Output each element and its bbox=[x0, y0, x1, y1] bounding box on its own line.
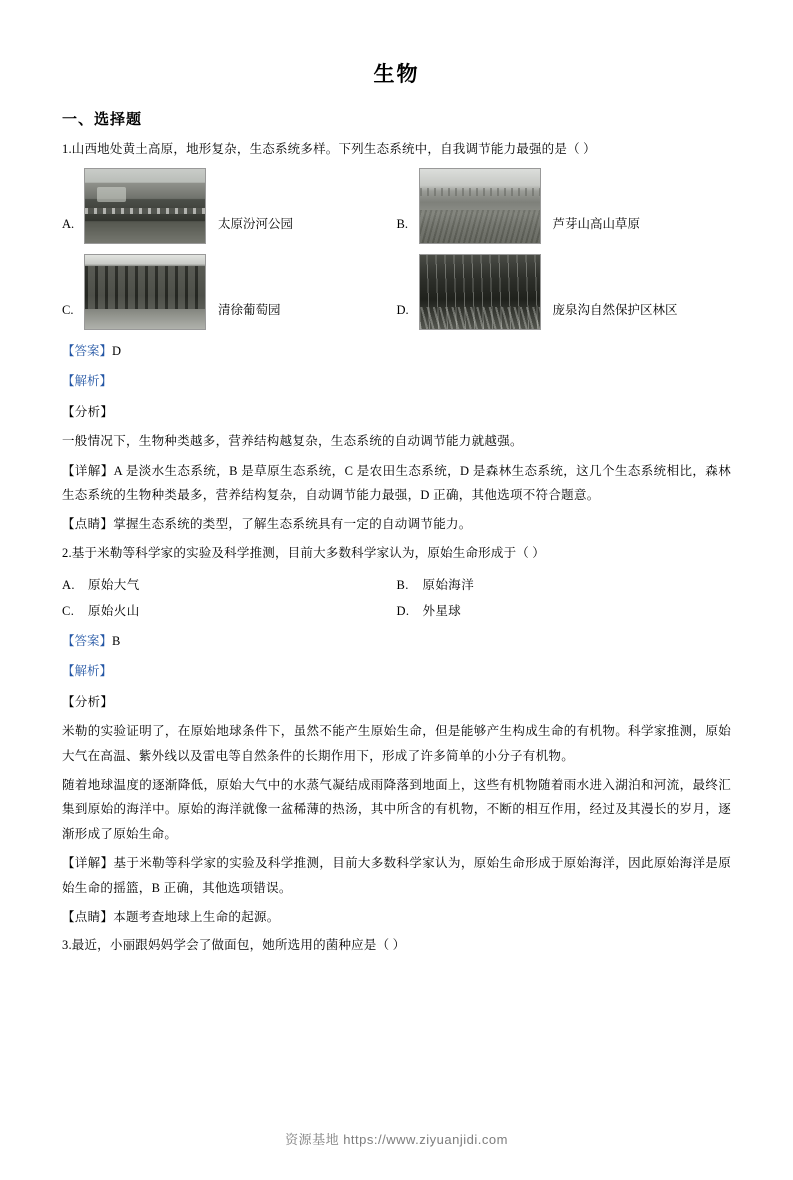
option-d[interactable] bbox=[397, 598, 732, 624]
image-option-b[interactable] bbox=[397, 168, 732, 244]
question-1-stem: 1.山西地处黄土高原，地形复杂，生态系统多样。下列生态系统中，自我调节能力最强的是（ ） bbox=[62, 142, 596, 156]
page-title: 生物 bbox=[373, 62, 420, 86]
question-1-analysis-text: 一般情况下，生物种类越多，营养结构越复杂，生态系统的自动调节能力就越强。 bbox=[62, 434, 523, 449]
vineyard-photo bbox=[84, 254, 206, 330]
option-label: 外星球 bbox=[422, 604, 462, 619]
option-row bbox=[62, 598, 731, 624]
explain-tag: 【解析】 bbox=[62, 374, 113, 388]
option-label: 清徐葡萄园 bbox=[218, 303, 281, 318]
question-1-image-options bbox=[62, 168, 731, 330]
option-label: 太原汾河公园 bbox=[218, 217, 294, 232]
option-letter: A. bbox=[62, 577, 75, 592]
detail-text: A 是淡水生态系统，B 是草原生态系统，C 是农田生态系统，D 是森林生态系统，这几个生态系统相比，森林生态系统的生物种类最多，营养结构复杂，自动调节能力最强，D 正确，其他选项不符合题意。 bbox=[62, 463, 731, 502]
detail-tag: 【详解】 bbox=[62, 463, 114, 478]
question-3 bbox=[62, 935, 731, 956]
option-label: 原始火山 bbox=[88, 604, 140, 619]
image-option-d[interactable] bbox=[397, 254, 732, 330]
detail-text: 基于米勒等科学家的实验及科学推测，目前大多数科学家认为，原始生命形成于原始海洋，因此原始海洋是原始生命的摇篮，B 正确，其他选项错误。 bbox=[62, 856, 731, 895]
watermark: 资源基地 https://www.ziyuanjidi.com bbox=[285, 1132, 508, 1147]
question-2-analysis-tag: 【分析】 bbox=[62, 694, 114, 709]
question-2-analysis-para-1: 米勒的实验证明了，在原始地球条件下，虽然不能产生原始生命，但是能够产生构成生命的有机物。科学家推测，原始大气在高温、紫外线以及雷电等自然条件的长期作用下，形成了许多简单的小分子有机物。 bbox=[62, 724, 731, 763]
answer-tag: 【答案】 bbox=[62, 634, 113, 649]
question-1-answer bbox=[62, 340, 731, 364]
question-1-analysis-tag: 【分析】 bbox=[62, 404, 114, 419]
option-letter: B. bbox=[396, 216, 408, 231]
question-2-analysis-para-2: 随着地球温度的逐渐降低，原始大气中的水蒸气凝结成雨降落到地面上，这些有机物随着雨水进入湖泊和河流，最终汇集到原始的海洋中。原始的海洋就像一盆稀薄的热汤，其中所含的有机物，不断的相互作用，经过及其漫长的岁月，逐渐形成了原始生命。 bbox=[62, 778, 731, 841]
option-letter: B. bbox=[396, 577, 409, 592]
option-letter: A. bbox=[62, 216, 75, 231]
section-heading: 一、选择题 bbox=[62, 112, 143, 128]
question-2-stem: 2.基于米勒等科学家的实验及科学推测，目前大多数科学家认为，原始生命形成于（ ） bbox=[62, 545, 546, 560]
question-2-options bbox=[62, 572, 731, 625]
question-1-explain-tag bbox=[62, 370, 731, 394]
image-option-c[interactable] bbox=[62, 254, 397, 330]
image-option-row bbox=[62, 254, 731, 330]
answer-value: B bbox=[112, 634, 121, 649]
document-page bbox=[0, 58, 793, 1180]
question-2-answer bbox=[62, 630, 731, 654]
point-tag: 【点睛】 bbox=[62, 517, 114, 532]
option-letter: C. bbox=[62, 302, 74, 317]
option-a[interactable] bbox=[62, 572, 397, 598]
option-label: 原始大气 bbox=[88, 577, 140, 592]
question-1 bbox=[62, 139, 731, 537]
point-text: 掌握生态系统的类型，了解生态系统具有一定的自动调节能力。 bbox=[113, 517, 472, 532]
question-2-explain-tag bbox=[62, 660, 731, 684]
image-option-a[interactable] bbox=[62, 168, 397, 244]
point-text: 本题考查地球上生命的起源。 bbox=[113, 909, 280, 924]
option-letter: C. bbox=[62, 604, 75, 619]
answer-tag: 【答案】 bbox=[62, 344, 113, 359]
alpine-grassland-photo bbox=[419, 168, 541, 244]
option-letter: D. bbox=[396, 604, 410, 619]
option-letter: D. bbox=[396, 302, 409, 317]
detail-tag: 【详解】 bbox=[62, 856, 114, 871]
option-c[interactable] bbox=[62, 598, 397, 624]
question-2 bbox=[62, 543, 731, 930]
image-option-row bbox=[62, 168, 731, 244]
option-row bbox=[62, 572, 731, 598]
question-2-point bbox=[62, 905, 731, 929]
explain-tag: 【解析】 bbox=[62, 664, 113, 679]
question-1-point bbox=[62, 512, 731, 536]
option-label: 原始海洋 bbox=[422, 577, 475, 592]
forest-reserve-photo bbox=[419, 254, 541, 330]
answer-value: D bbox=[112, 344, 122, 359]
option-b[interactable] bbox=[397, 572, 732, 598]
option-label: 芦芽山高山草原 bbox=[552, 217, 641, 232]
question-3-stem: 3.最近，小丽跟妈妈学会了做面包，她所选用的菌种应是（ ） bbox=[62, 938, 406, 953]
point-tag: 【点睛】 bbox=[62, 909, 114, 924]
riverside-park-photo bbox=[84, 168, 206, 244]
option-label: 庞泉沟自然保护区林区 bbox=[552, 303, 678, 318]
question-1-detail bbox=[62, 459, 731, 508]
question-2-detail bbox=[62, 851, 731, 900]
